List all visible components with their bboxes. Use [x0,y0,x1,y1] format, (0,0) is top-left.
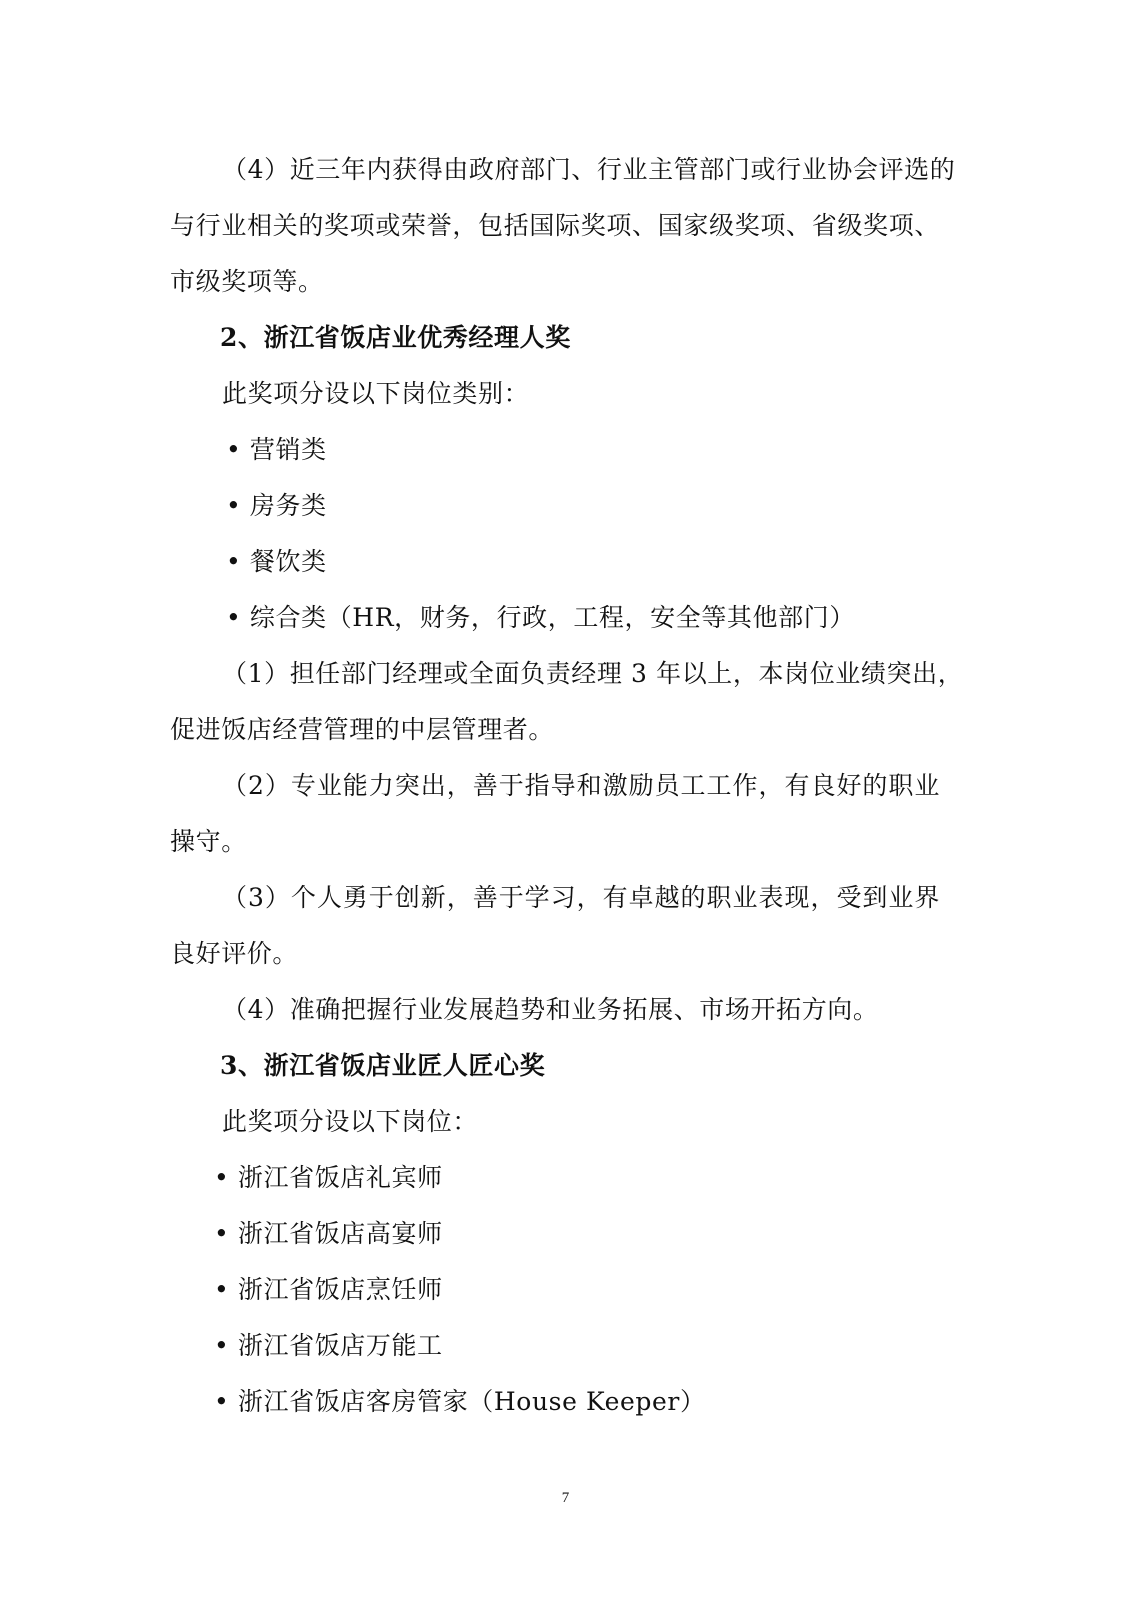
section2-intro: 此奖项分设以下岗位类别： [222,379,530,408]
list-item: • 浙江省饭店烹饪师 [214,1275,443,1304]
list-item: • 浙江省饭店礼宾师 [214,1163,443,1192]
section3-intro: 此奖项分设以下岗位： [222,1107,479,1136]
list-item: • 浙江省饭店高宴师 [214,1219,443,1248]
prev-item4-line3: 市级奖项等。 [170,267,324,296]
criteria-2-line1: （2）专业能力突出，善于指导和激励员工工作，有良好的职业 [222,771,940,800]
criteria-3-line2: 良好评价。 [170,939,299,968]
section2-heading: 2、浙江省饭店业优秀经理人奖 [220,323,571,352]
prev-item4-line1: （4）近三年内获得由政府部门、行业主管部门或行业协会评选的 [222,155,956,184]
list-item: • 营销类 [226,435,327,464]
criteria-2-line2: 操守。 [170,827,247,856]
criteria-1-line2: 促进饭店经营管理的中层管理者。 [170,715,555,744]
list-item: • 综合类（HR，财务，行政，工程，安全等其他部门） [226,603,855,632]
section3-heading: 3、浙江省饭店业匠人匠心奖 [220,1051,546,1080]
page-number: 7 [561,1490,570,1506]
criteria-4: （4）准确把握行业发展趋势和业务拓展、市场开拓方向。 [222,995,879,1024]
criteria-3-line1: （3）个人勇于创新，善于学习，有卓越的职业表现，受到业界 [222,883,940,912]
list-item: • 餐饮类 [226,547,327,576]
list-item: • 房务类 [226,491,327,520]
list-item: • 浙江省饭店客房管家（House Keeper） [214,1387,706,1416]
list-item: • 浙江省饭店万能工 [214,1331,443,1360]
prev-item4-line2: 与行业相关的奖项或荣誉，包括国际奖项、国家级奖项、省级奖项、 [170,211,940,240]
criteria-1-line1: （1）担任部门经理或全面负责经理 3 年以上，本岗位业绩突出， [222,659,964,688]
